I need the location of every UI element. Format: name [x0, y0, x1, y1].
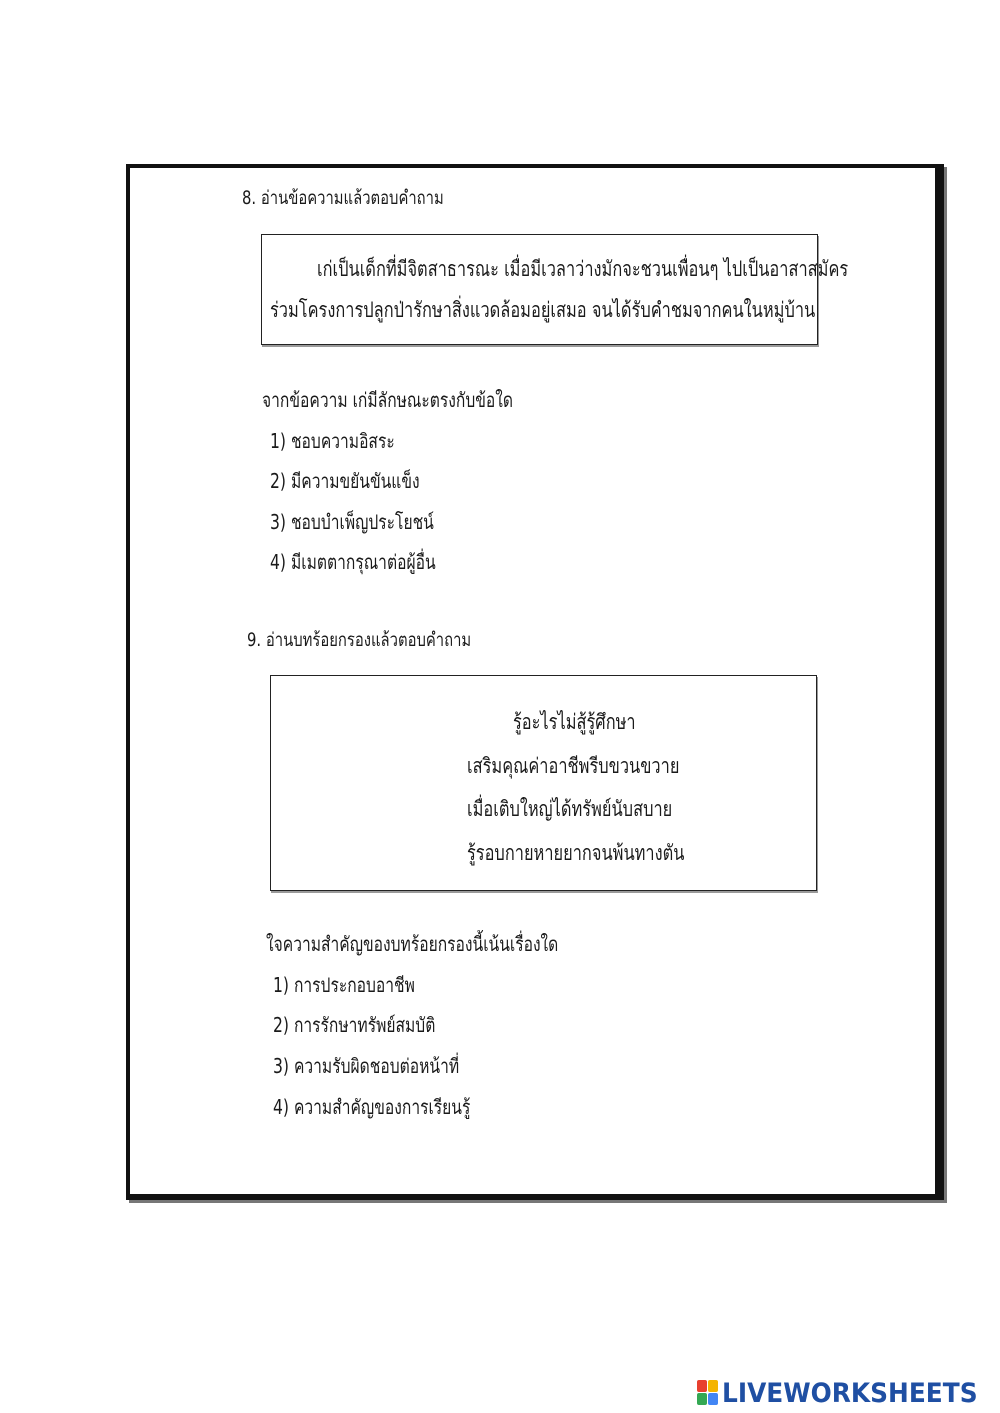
liveworksheets-mark-icon: [697, 1380, 719, 1406]
question-8-choice-3[interactable]: 3) ชอบบำเพ็ญประโยชน์: [270, 510, 434, 534]
poem-line-2: เสริมคุณค่าอาชีพรีบขวนขวาย: [467, 754, 680, 778]
question-9-choice-1[interactable]: 1) การประกอบอาชีพ: [273, 973, 415, 997]
question-9-choice-2[interactable]: 2) การรักษาทรัพย์สมบัติ: [273, 1013, 436, 1037]
liveworksheets-logo[interactable]: [697, 1375, 1000, 1411]
question-8-passage-box: [261, 234, 818, 345]
question-9-choice-3[interactable]: 3) ความรับผิดชอบต่อหน้าที่: [273, 1054, 460, 1078]
question-9-prompt: ใจความสำคัญของบทร้อยกรองนี้เน้นเรื่องใด: [266, 932, 559, 956]
question-8-passage-line-1: เก่เป็นเด็กที่มีจิตสาธารณะ เมื่อมีเวลาว่างมักจะชวนเพื่อนๆ ไปเป็นอาสาสมัคร: [317, 257, 849, 281]
poem-line-4: รู้รอบกายหายยากจนพ้นทางตัน: [467, 841, 685, 865]
question-9-choice-4[interactable]: 4) ความสำคัญของการเรียนรู้: [273, 1095, 471, 1119]
poem-line-3: เมื่อเติบใหญ่ได้ทรัพย์นับสบาย: [467, 797, 673, 821]
question-8-title: 8. อ่านข้อความแล้วตอบคำถาม: [242, 187, 444, 209]
question-8-prompt: จากข้อความ เก่มีลักษณะตรงกับข้อใด: [262, 388, 514, 412]
question-8-passage-line-2: ร่วมโครงการปลูกป่ารักษาสิ่งแวดล้อมอยู่เสมอ จนได้รับคำชมจากคนในหมู่บ้าน: [270, 298, 816, 322]
poem-line-1: รู้อะไรไม่สู้รู้ศึกษา: [513, 710, 636, 734]
question-8-choice-2[interactable]: 2) มีความขยันขันแข็ง: [270, 469, 420, 493]
question-8-choice-4[interactable]: 4) มีเมตตากรุณาต่อผู้อื่น: [270, 550, 436, 574]
question-8-choice-1[interactable]: 1) ชอบความอิสระ: [270, 429, 395, 453]
liveworksheets-wordmark: LIVEWORKSHEETS: [722, 1377, 978, 1409]
question-9-title: 9. อ่านบทร้อยกรองแล้วตอบคำถาม: [247, 629, 472, 651]
